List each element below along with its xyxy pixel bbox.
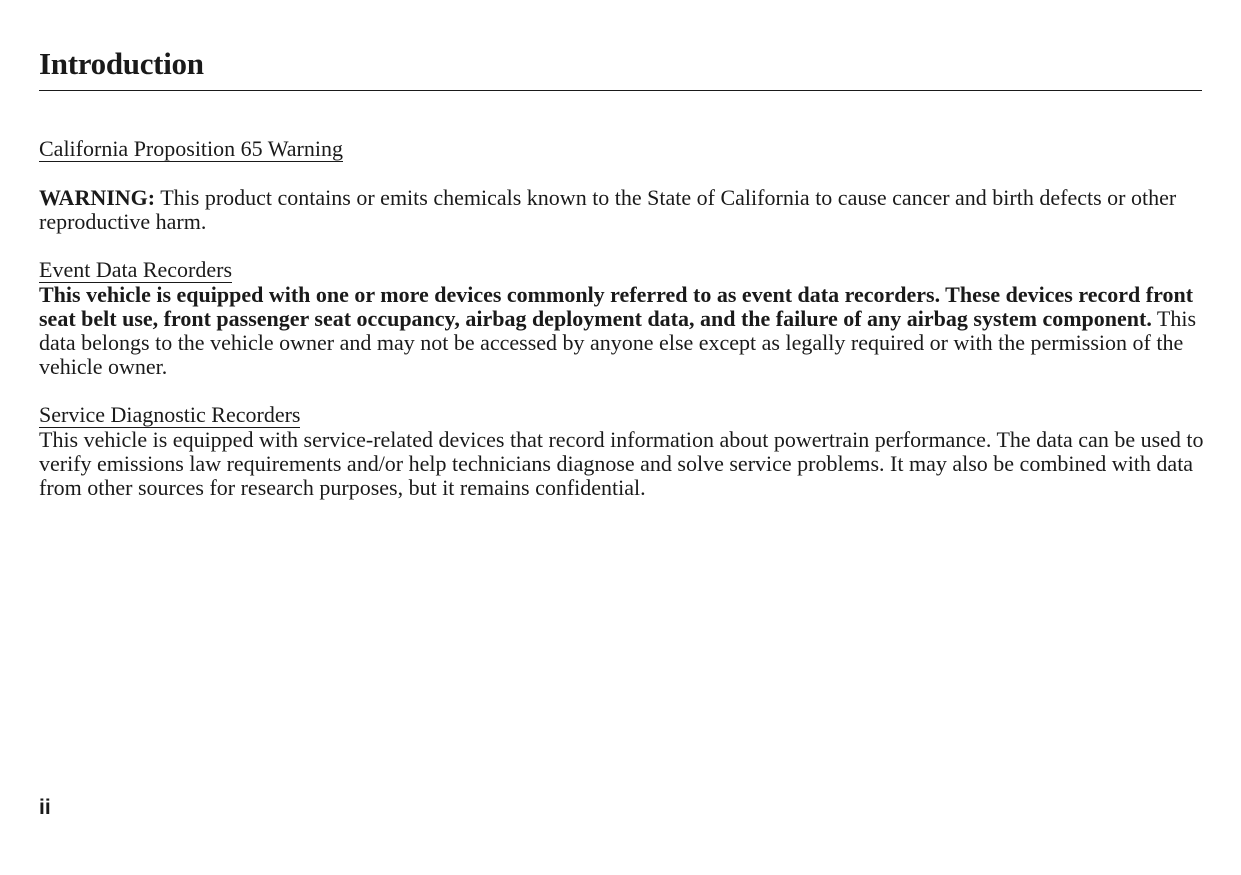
warning-paragraph — [39, 186, 1204, 234]
page-title: Introduction — [39, 46, 204, 81]
section-prop65 — [39, 137, 1204, 234]
section-service-diagnostic-recorders — [39, 403, 1204, 500]
section-heading-prop65: California Proposition 65 Warning — [39, 136, 343, 161]
edr-bold-text: This vehicle is equipped with one or more devices commonly referred to as event data recorders. These devices record front seat belt use, front passenger seat occupancy, airbag deployment data, and the failure of any airbag system component. — [39, 282, 1194, 331]
page-number: ii — [39, 796, 51, 819]
section-event-data-recorders — [39, 258, 1204, 379]
warning-label: WARNING: — [39, 185, 156, 210]
edr-paragraph — [39, 283, 1204, 379]
page-content — [39, 137, 1204, 524]
edr-normal-text: This data belongs to the vehicle owner and may not be accessed by anyone else except as legally required or with the permission of the vehicle owner. — [39, 306, 1197, 379]
section-heading-sdr: Service Diagnostic Recorders — [39, 402, 301, 427]
sdr-paragraph: This vehicle is equipped with service-related devices that record information about powertrain performance. The data can be used to verify emissions law requirements and/or help technicians diagnose and solve service problems. It may also be combined with data from other sources for research purposes, but it remains confidential. — [39, 427, 1204, 500]
title-divider — [39, 90, 1202, 91]
section-heading-edr: Event Data Recorders — [39, 257, 233, 282]
warning-text: This product contains or emits chemicals known to the State of California to cause cancer and birth defects or other reproductive harm. — [39, 185, 1177, 234]
